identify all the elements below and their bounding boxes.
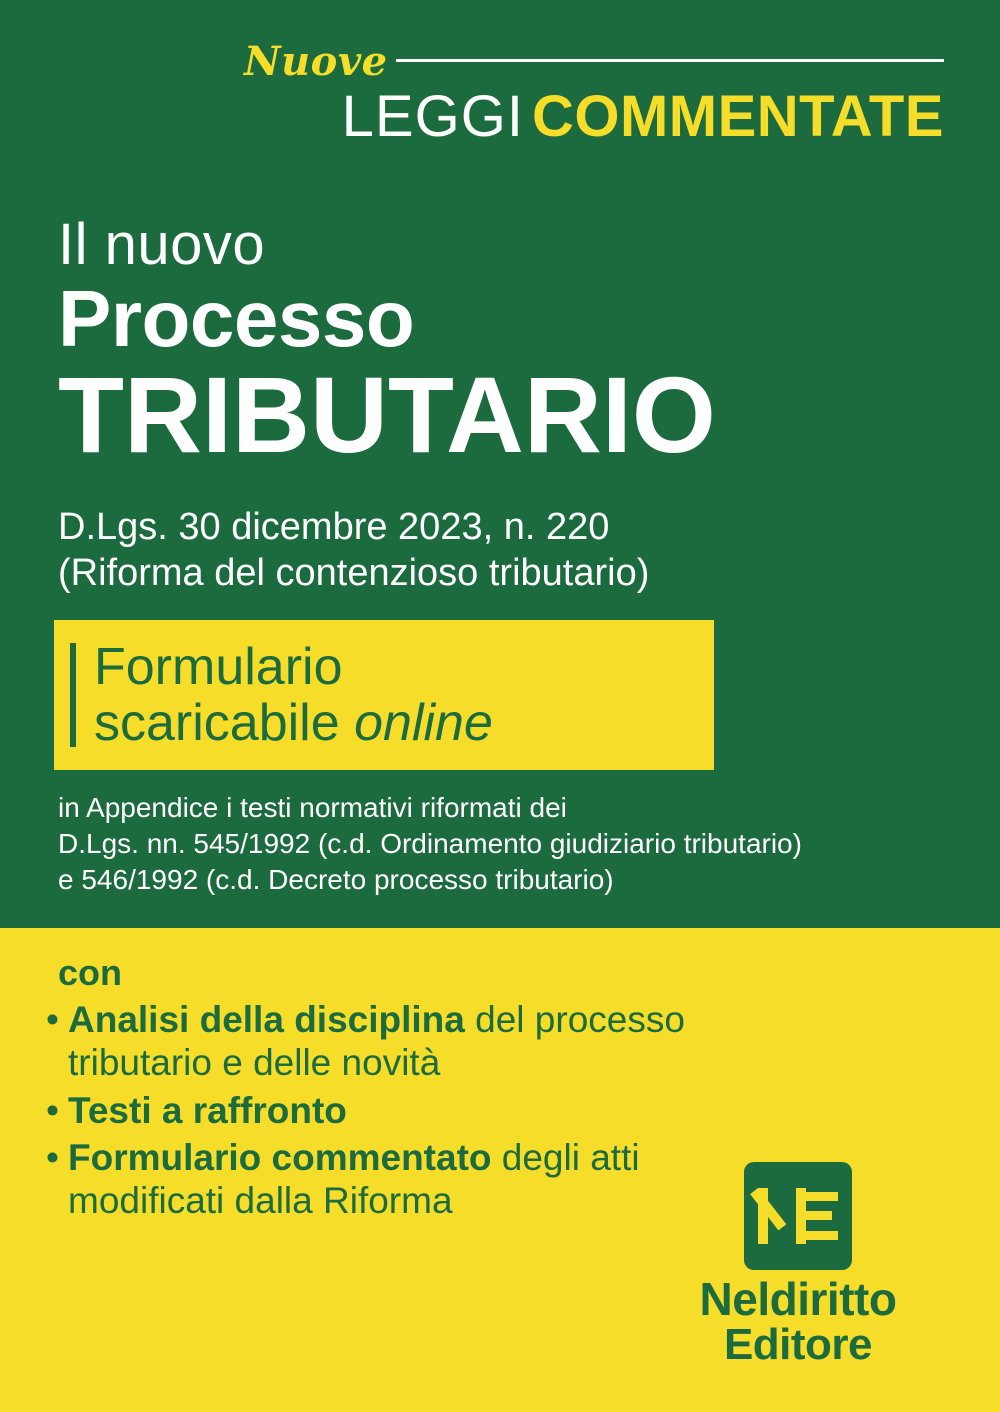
series-word-nuove: Nuove xyxy=(244,38,388,85)
appendix-line-3: e 546/1992 (c.d. Decreto processo tributario) xyxy=(58,863,614,895)
logo-stroke-2 xyxy=(750,1188,786,1230)
list-item-bold-2: Testi a raffronto xyxy=(68,1089,347,1131)
bullet-icon: • xyxy=(46,999,59,1040)
list-item-rest-1: del processo xyxy=(464,999,685,1040)
title-line-3: TRIBUTARIO xyxy=(58,354,716,476)
list-item-text xyxy=(68,998,826,1085)
list-item-bold-1: Analisi della disciplina xyxy=(68,999,465,1040)
title-line-1: Il nuovo xyxy=(58,212,266,277)
logo-stroke-6 xyxy=(806,1231,838,1240)
list-item-rest-3: degli atti xyxy=(491,1136,640,1178)
features-label: con xyxy=(58,952,123,993)
highlight-line-1: Formulario xyxy=(94,637,343,696)
title-line-2: Processo xyxy=(58,273,415,363)
appendix-line-1: in Appendice i testi normativi riformati dei xyxy=(58,792,567,823)
series-header-bottom-row xyxy=(244,84,944,149)
list-item-text xyxy=(68,1089,826,1132)
list-item xyxy=(46,998,826,1085)
logo-stroke-4 xyxy=(806,1192,838,1201)
logo-stroke-3 xyxy=(796,1188,806,1244)
list-item xyxy=(46,1089,826,1132)
publisher-subtitle: Editore xyxy=(723,1319,873,1369)
logo-stroke-5 xyxy=(806,1211,832,1220)
highlight-line-2-main: scaricabile xyxy=(94,694,355,752)
page-title xyxy=(58,212,958,476)
publisher-block xyxy=(648,1162,948,1368)
appendix-note xyxy=(58,790,968,897)
list-item-bold-3: Formulario commentato xyxy=(68,1136,492,1178)
publisher-logo-icon xyxy=(744,1162,852,1270)
highlight-accent-bar xyxy=(70,643,76,747)
bullet-icon: • xyxy=(46,1089,59,1131)
subtitle-line-1: D.Lgs. 30 dicembre 2023, n. 220 xyxy=(58,506,610,548)
bullet-icon: • xyxy=(46,1136,59,1178)
series-header-top-row xyxy=(244,38,944,85)
highlight-text xyxy=(94,639,493,751)
series-word-leggi: LEGGI xyxy=(341,84,524,149)
highlight-line-2-italic: online xyxy=(354,694,493,752)
subtitle xyxy=(58,505,958,596)
series-header xyxy=(244,38,944,149)
list-item-cont-1: tributario e delle novità xyxy=(68,1042,441,1084)
series-divider-rule xyxy=(396,59,944,62)
highlight-box xyxy=(54,620,714,770)
publisher-name: Neldiritto xyxy=(699,1272,897,1325)
appendix-line-2: D.Lgs. nn. 545/1992 (c.d. Ordinamento giudiziario tributario) xyxy=(58,827,802,859)
subtitle-line-2: (Riforma del contenzioso tributario) xyxy=(58,551,650,594)
list-item-cont-3: modificati dalla Riforma xyxy=(68,1180,453,1222)
highlight-line-2 xyxy=(94,695,493,751)
series-word-commentate: COMMENTATE xyxy=(531,84,944,149)
